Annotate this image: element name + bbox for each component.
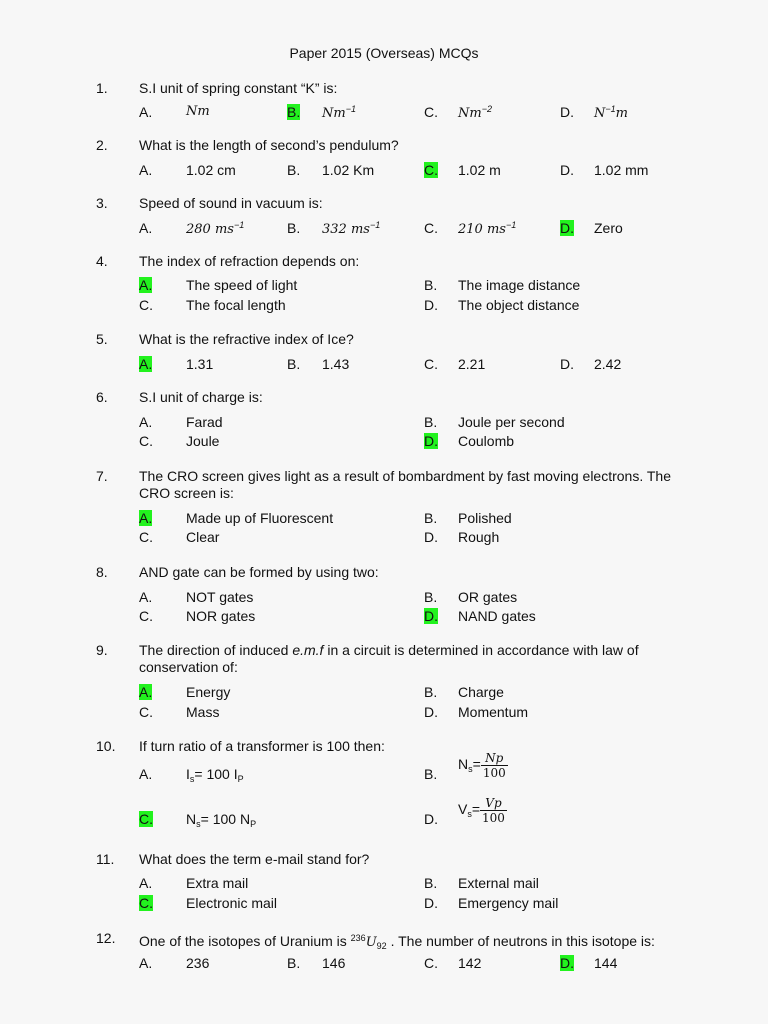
- answer-highlight: D.: [560, 955, 574, 971]
- answer-highlight: C.: [139, 811, 153, 827]
- option-b: B. OR gates: [424, 589, 518, 605]
- option-d: D. $N^{-1}m$: [560, 104, 628, 121]
- option-b: B. Polished: [424, 510, 512, 526]
- option-d: D. 1.02 mm: [560, 162, 649, 178]
- option-a: A. Farad: [139, 414, 223, 430]
- option-d: D. NAND gates: [424, 608, 536, 624]
- option-c: C. $N_s= 100$ $N_P$: [139, 811, 257, 829]
- option-d: D. Momentum: [424, 704, 529, 720]
- fraction: $\frac{Vp}{100}$: [482, 796, 505, 825]
- option-c: C. The focal length: [139, 297, 286, 313]
- question-text: What is the refractive index of Ice?: [139, 331, 354, 347]
- option-c: C. Clear: [139, 529, 220, 545]
- answer-highlight: A.: [139, 277, 153, 293]
- question-number: 9.: [96, 642, 108, 658]
- option-d: D. $V_s=$ $\frac{Vp}{100}$: [424, 796, 505, 827]
- question-number: 1.: [96, 80, 108, 96]
- question-text: Speed of sound in vacuum is:: [139, 195, 323, 211]
- option-a: A. 1.31: [139, 356, 214, 372]
- question-number: 11.: [96, 851, 115, 867]
- option-c: C. 1.02 m: [424, 162, 501, 178]
- option-c: C. Electronic mail: [139, 895, 278, 911]
- option-b: B. 1.02 Km: [287, 162, 375, 178]
- question-text: What does the term e-mail stand for?: [139, 851, 370, 867]
- option-d: D. The object distance: [424, 297, 580, 313]
- answer-highlight: B.: [287, 104, 301, 120]
- option-b: B. $Nm^{-1}$: [287, 104, 356, 121]
- option-a: A. NOT gates: [139, 589, 254, 605]
- question-number: 3.: [96, 195, 108, 211]
- question-number: 8.: [96, 564, 108, 580]
- option-d: D. 2.42: [560, 356, 622, 372]
- answer-highlight: C.: [139, 895, 153, 911]
- option-a: A. 236: [139, 955, 210, 971]
- question-text: The CRO screen gives light as a result of bombardment by fast moving electrons. The CRO screen is:: [139, 468, 671, 501]
- option-b: B. 1.43: [287, 356, 350, 372]
- option-b: B. $N_s=$ $\frac{Np}{100}$: [424, 751, 506, 782]
- answer-highlight: D.: [424, 608, 438, 624]
- option-a: A. The speed of light: [139, 277, 298, 293]
- question-number: 4.: [96, 253, 108, 269]
- question-number: 7.: [96, 468, 108, 484]
- answer-highlight: D.: [560, 220, 574, 236]
- option-c: C. 2.21: [424, 356, 486, 372]
- option-b: B. 332 $ms^{-1}$: [287, 220, 381, 237]
- page-title: Paper 2015 (Overseas) MCQs: [289, 45, 479, 61]
- option-a: A. Made up of Fluorescent: [139, 510, 334, 526]
- fraction: $\frac{Np}{100}$: [482, 751, 506, 780]
- option-a: A. Nm: [139, 104, 210, 120]
- option-c: C. NOR gates: [139, 608, 256, 624]
- question-text: What is the length of second’s pendulum?: [139, 137, 399, 153]
- question-number: 2.: [96, 137, 108, 153]
- question-text: S.I unit of charge is:: [139, 389, 263, 405]
- option-a: A. $I_s= 100$ $I_P$: [139, 766, 244, 784]
- answer-highlight: A.: [139, 684, 153, 700]
- question-number: 5.: [96, 331, 108, 347]
- option-c: C. Mass: [139, 704, 220, 720]
- answer-highlight: D.: [424, 433, 438, 449]
- question-text: The direction of induced e.m.f in a circuit is determined in accordance with law of conservation of:: [139, 642, 639, 675]
- option-d: D. Emergency mail: [424, 895, 559, 911]
- option-a: A. 1.02 cm: [139, 162, 236, 178]
- question-number: 6.: [96, 389, 108, 405]
- option-a: A. Extra mail: [139, 875, 249, 891]
- answer-highlight: A.: [139, 356, 153, 372]
- option-b: B. The image distance: [424, 277, 581, 293]
- question-number: 10.: [96, 738, 116, 754]
- question-text: The index of refraction depends on:: [139, 253, 360, 269]
- option-d: D. Zero: [560, 220, 623, 236]
- option-d: D. Rough: [424, 529, 500, 545]
- option-b: B. Joule per second: [424, 414, 565, 430]
- option-c: C. Joule: [139, 433, 220, 449]
- option-b: B. Charge: [424, 684, 504, 700]
- answer-highlight: A.: [139, 510, 153, 526]
- question-text: AND gate can be formed by using two:: [139, 564, 379, 580]
- option-c: C. $Nm^{-2}$: [424, 104, 492, 121]
- question-text: One of the isotopes of Uranium is $^{236}U_{92}$ . The number of neutrons in this isotope is:: [139, 933, 655, 951]
- answer-highlight: C.: [424, 162, 438, 178]
- option-d: D. 144: [560, 955, 618, 971]
- option-d: D. Coulomb: [424, 433, 515, 449]
- option-b: B. 146: [287, 955, 346, 971]
- option-b: B. External mail: [424, 875, 539, 891]
- question-text: If turn ratio of a transformer is 100 then:: [139, 738, 385, 754]
- option-c: C. 142: [424, 955, 482, 971]
- option-a: A. Energy: [139, 684, 231, 700]
- option-c: C. 210 $ms^{-1}$: [424, 220, 517, 237]
- question-number: 12.: [96, 930, 116, 946]
- option-a: A. 280 $ms^{-1}$: [139, 220, 245, 237]
- question-text: S.I unit of spring constant “K” is:: [139, 80, 338, 96]
